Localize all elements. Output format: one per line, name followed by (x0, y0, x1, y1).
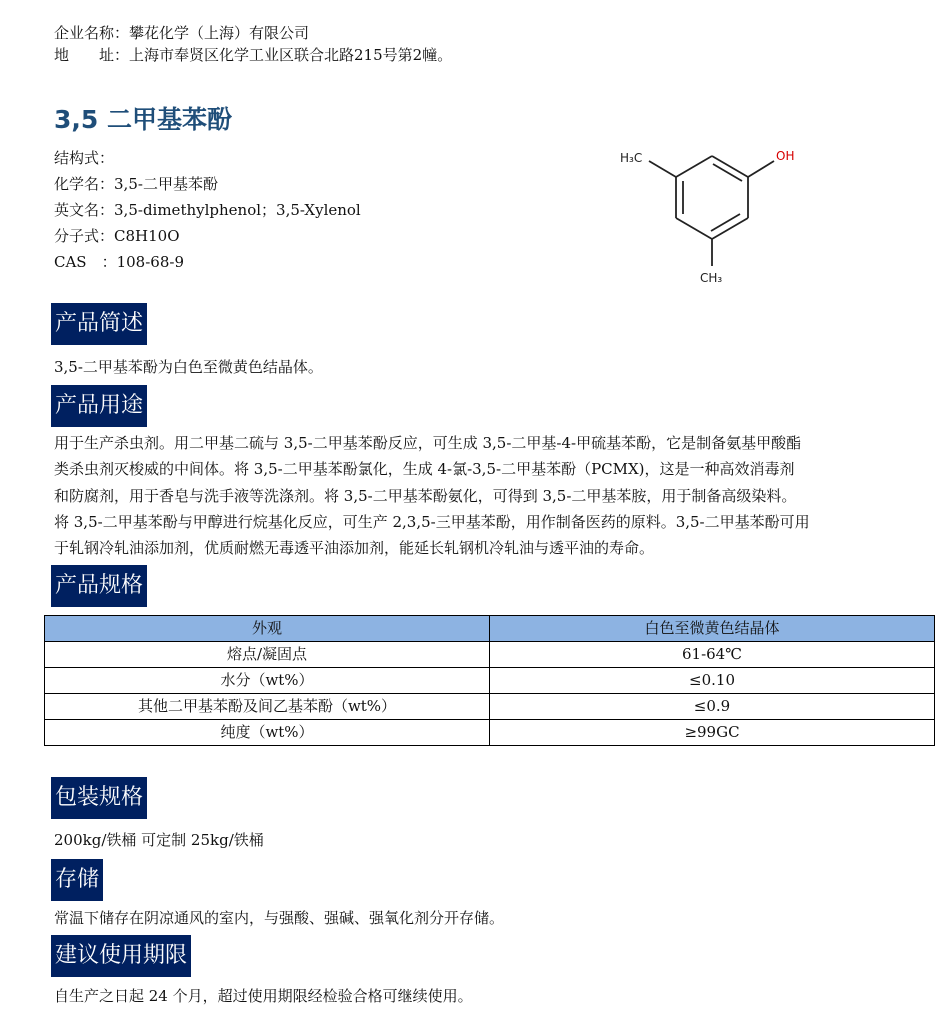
section-heading-storage: 存储 (51, 859, 103, 901)
spec-table-header-row (45, 616, 935, 642)
company-name: 攀花化学（上海）有限公司 (129, 24, 310, 42)
spec-value-cell: 61-64℃ (490, 642, 935, 668)
ring-bond (676, 156, 712, 177)
chem-name: 3,5-二甲基苯酚 (114, 175, 218, 193)
spec-table-row (45, 668, 935, 694)
hydroxyl-bond (748, 161, 774, 177)
usage-line: 和防腐剂，用于香皂与洗手液等洗涤剂。将 3,5-二甲基苯酚氨化，可得到 3,5-二甲基苯胺，用于制备高级染料。 (54, 486, 797, 505)
english-name-line (54, 199, 361, 221)
english-name: 3,5-dimethylphenol；3,5-Xylenol (114, 201, 361, 219)
cas-number: 108-68-9 (116, 253, 184, 271)
spec-value-cell: ≤0.10 (490, 668, 935, 694)
company-name-line (54, 22, 309, 44)
company-address: 上海市奉贤区化学工业区联合北路215号第2幢。 (129, 46, 453, 64)
usage-line: 用于生产杀虫剂。用二甲基二硫与 3,5-二甲基苯酚反应，可生成 3,5-二甲基-4-甲硫基苯酚，它是制备氨基甲酸酯 (54, 434, 802, 452)
chem-name-line (54, 173, 218, 195)
overview-text: 3,5-二甲基苯酚为白色至微黄色结晶体。 (54, 358, 323, 376)
methyl-group-label: CH₃ (700, 271, 723, 285)
spec-table-row (45, 642, 935, 668)
company-address-label: 地 址： (54, 46, 130, 64)
shelf-life-text: 自生产之日起 24 个月，超过使用期限经检验合格可继续使用。 (54, 987, 473, 1005)
formula-label: 分子式： (54, 227, 115, 245)
hydroxyl-group-label: OH (776, 149, 795, 163)
ring-double-bond (711, 214, 740, 231)
company-name-label: 企业名称： (54, 24, 130, 42)
company-address-line (54, 44, 452, 66)
spec-value-cell: ≥99GC (490, 720, 935, 746)
spec-item-cell: 纯度（wt%） (45, 720, 490, 746)
spec-table-row (45, 720, 935, 746)
methyl-group-label: H₃C (620, 151, 643, 165)
spec-item-cell: 其他二甲基苯酚及间乙基苯酚（wt%） (45, 694, 490, 720)
chemical-structure-diagram (616, 140, 816, 290)
cas-line (54, 251, 184, 273)
formula-line (54, 225, 180, 247)
usage-line: 将 3,5-二甲基苯酚与甲醇进行烷基化反应，可生产 2,3,5-三甲基苯酚，用作制备医药的原料。3,5-二甲基苯酚可用 (54, 512, 810, 531)
usage-paragraph (54, 430, 934, 561)
section-heading-packaging: 包装规格 (51, 777, 147, 819)
section-heading-spec: 产品规格 (51, 565, 147, 607)
spec-item-cell: 熔点/凝固点 (45, 642, 490, 668)
usage-line: 于轧钢冷轧油添加剂，优质耐燃无毒透平油添加剂，能延长轧钢机冷轧油与透平油的寿命。 (54, 539, 655, 558)
spec-table (44, 615, 935, 746)
storage-text: 常温下储存在阴凉通风的室内，与强酸、强碱、强氧化剂分开存储。 (54, 909, 505, 927)
spec-item-cell: 水分（wt%） (45, 668, 490, 694)
section-heading-overview: 产品简述 (51, 303, 147, 345)
ring-bond (712, 218, 748, 239)
ring-double-bond (713, 164, 742, 181)
structure-label: 结构式： (54, 149, 115, 167)
ring-bond (676, 218, 712, 239)
usage-line: 类杀虫剂灭梭威的中间体。将 3,5-二甲基苯酚氯化，生成 4-氯-3,5-二甲基苯酚（PCMX)，这是一种高效消毒剂 (54, 460, 795, 479)
english-name-label: 英文名： (54, 201, 115, 219)
spec-header-cell: 白色至微黄色结晶体 (490, 616, 935, 642)
section-heading-shelf-life: 建议使用期限 (51, 935, 191, 977)
spec-header-cell: 外观 (45, 616, 490, 642)
cas-label: CAS ： (54, 253, 117, 271)
spec-table-row (45, 694, 935, 720)
product-title: 3,5 二甲基苯酚 (54, 105, 232, 134)
chem-name-label: 化学名： (54, 175, 115, 193)
formula: C8H10O (114, 227, 180, 245)
section-heading-usage: 产品用途 (51, 385, 147, 427)
spec-value-cell: ≤0.9 (490, 694, 935, 720)
packaging-text: 200kg/铁桶 可定制 25kg/铁桶 (54, 831, 264, 849)
methyl-bond (649, 161, 676, 177)
